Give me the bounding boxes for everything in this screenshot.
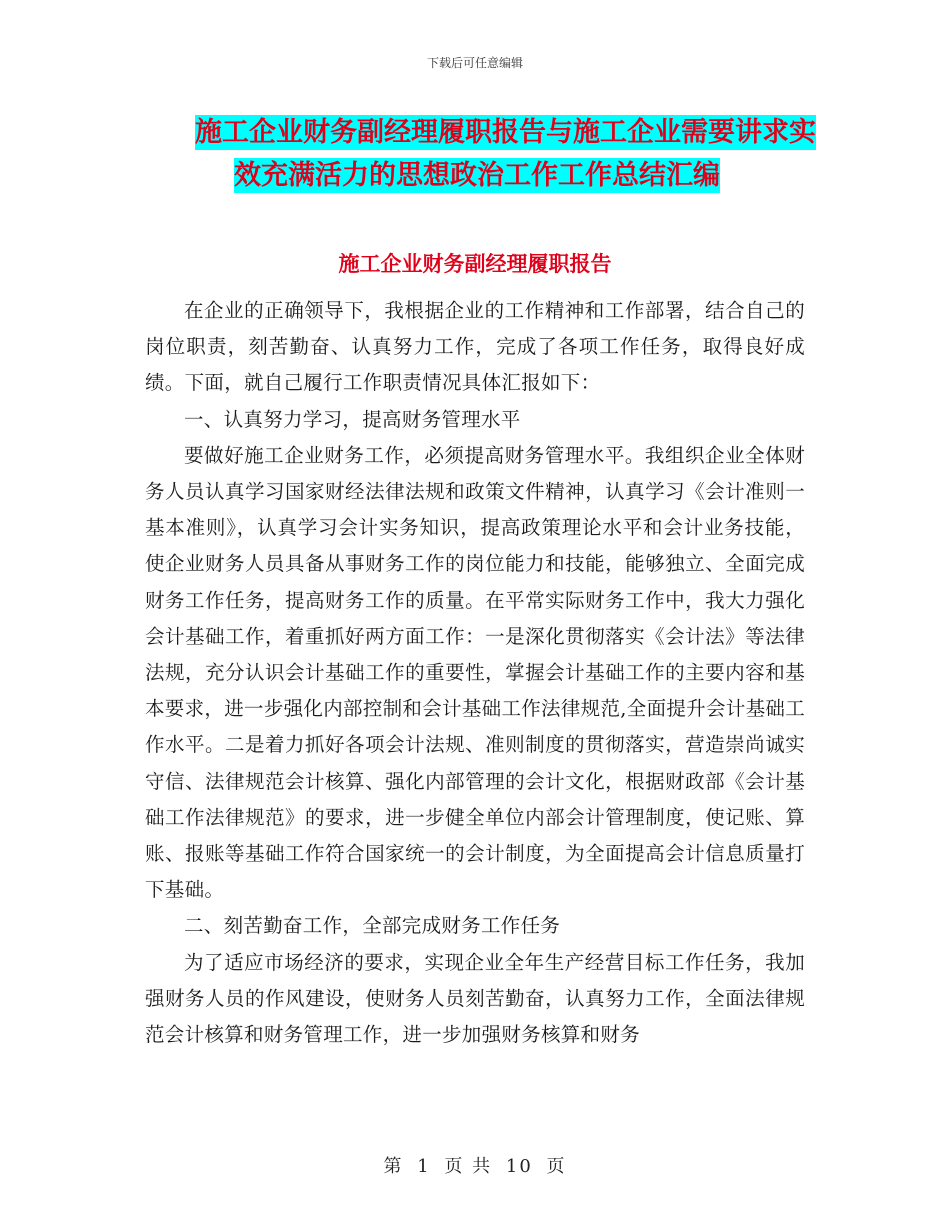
footer-suffix: 页 bbox=[546, 1156, 567, 1177]
body-text bbox=[145, 293, 805, 1053]
paragraph-intro: 在企业的正确领导下，我根据企业的工作精神和工作部署，结合自己的岗位职责，刻苦勤奋、认真努力工作，完成了各项工作任务，取得良好成绩。下面，就自己履行工作职责情况具体汇报如下： bbox=[145, 299, 805, 395]
paragraph-study: 要做好施工企业财务工作，必须提高财务管理水平。我组织企业全体财务人员认真学习国家财经法律法规和政策文件精神，认真学习《会计准则一基本准则》，认真学习会计实务知识，提高政策理论水平和会计业务技能，使企业财务人员具备从事财务工作的岗位能力和技能，能够独立、全面完成财务工作任务，提高财务工作的质量。在平常实际财务工作中，我大力强化会计基础工作，着重抓好两方面工作：一是深化贯彻落实《会计法》等法律法规，充分认识会计基础工作的重要性，掌握会计基础工作的主要内容和基本要求，进一步强化内部控制和会计基础工作法律规范,全面提升会计基础工作水平。二是着力抓好各项会计法规、准则制度的贯彻落实，营造崇尚诚实守信、法律规范会计核算、强化内部管理的会计文化，根据财政部《会计基础工作法律规范》的要求，进一步健全单位内部会计管理制度，使记账、算账、报账等基础工作符合国家统一的会计制度，为全面提高会计信息质量打下基础。 bbox=[145, 443, 805, 902]
page-footer bbox=[0, 1152, 950, 1178]
footer-middle: 页 共 bbox=[444, 1156, 493, 1177]
title-highlight-1: 施工企业财务副经理履职报告与施工企业需要讲求实 bbox=[195, 117, 816, 148]
footer-prefix: 第 bbox=[383, 1156, 404, 1177]
subheading-2: 二、刻苦勤奋工作，全部完成财务工作任务 bbox=[184, 914, 561, 938]
document-title-line-2 bbox=[150, 154, 830, 197]
section-title: 施工企业财务副经理履职报告 bbox=[338, 252, 612, 276]
paragraph-work: 为了适应市场经济的要求，实现企业全年生产经营目标工作任务，我加强财务人员的作风建设，使财务人员刻苦勤奋，认真努力工作，全面法律规范会计核算和财务管理工作，进一步加强财务核算和财务 bbox=[145, 950, 805, 1047]
header-note: 下载后可任意编辑 bbox=[426, 56, 523, 70]
title-highlight-2: 效充满活力的思想政治工作工作总结汇编 bbox=[234, 160, 720, 191]
footer-page-number: 1 bbox=[417, 1156, 431, 1177]
footer-total-pages: 10 bbox=[505, 1156, 533, 1177]
document-title-line-1 bbox=[150, 111, 830, 154]
document-title bbox=[150, 111, 830, 197]
subheading-1: 一、认真努力学习，提高财务管理水平 bbox=[184, 407, 521, 431]
